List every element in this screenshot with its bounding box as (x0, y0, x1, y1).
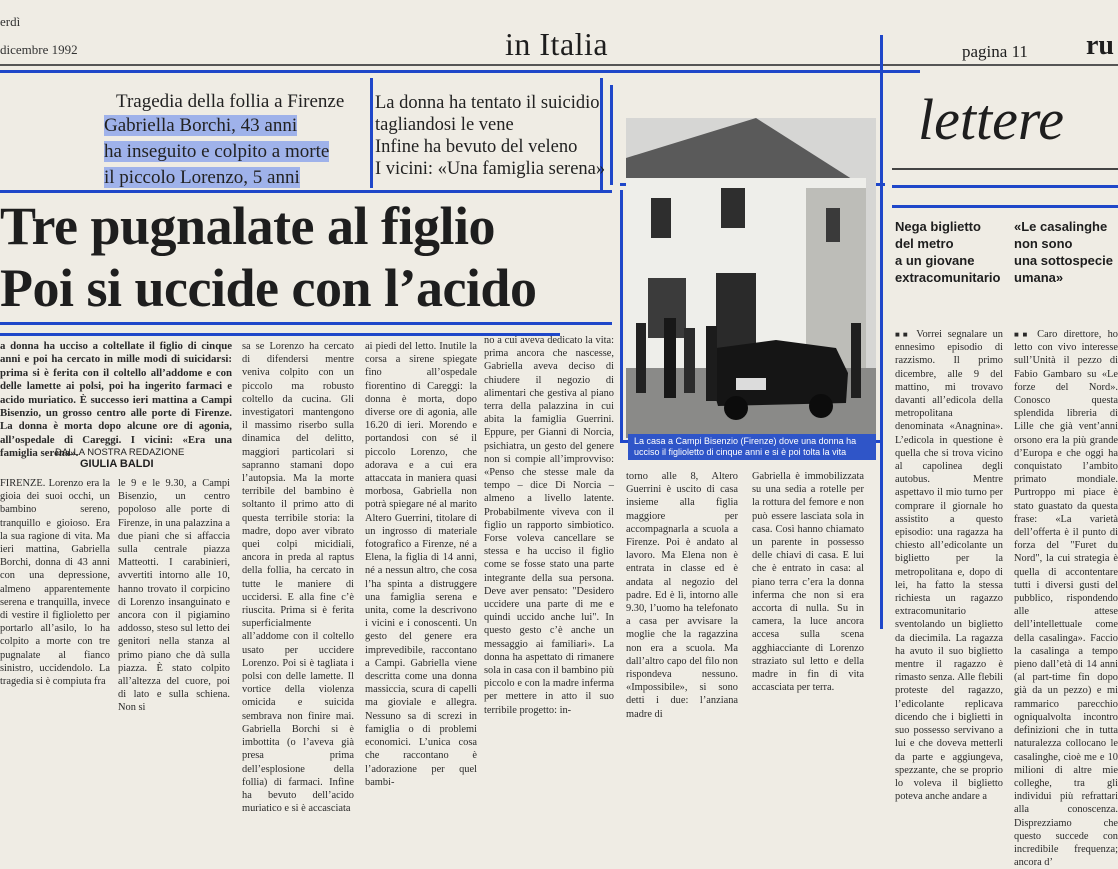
headline-line: Nega biglietto (895, 219, 981, 234)
annotation-line (0, 70, 920, 73)
headline-line: umana» (1014, 270, 1064, 285)
headline-line-2: Poi si uccide con l’acido (0, 258, 537, 318)
issue-date: dicembre 1992 (0, 42, 78, 57)
letter-headline-left (895, 218, 1000, 286)
annotation-line (892, 185, 1118, 188)
article-kicker: Tragedia della follia a Firenze (116, 91, 345, 112)
letters-rule (892, 168, 1118, 170)
headline-line: extracomunitario (895, 270, 1001, 285)
headline-line: del metro (895, 236, 954, 251)
section-title: in Italia (505, 26, 609, 62)
annotation-line (370, 78, 373, 188)
byline-name: GIULIA BALDI (80, 458, 154, 470)
letter-text: Vorrei segnalare un ennesimo episodio di razzismo. Il primo dicembre, alle 9 del mattino, mi trovavo davanti all’edicola della metropolitana denominata «Anagnina». L’edicola in questione è quella che si trova vicino al capolinea degli autobus. Mentre aspettavo il mio turno per comprare il giornale ho assistito a questo episodio: una ragazza ha chiesto all’edicolante un biglietto per la metropolitana e, dopo di lei, ha fatto la stessa richiesta un ragazzo extracomunitario sventolando un biglietto da diecimila. La ragazza ha avuto il suo biglietto mentre il ragazzo è rimasto senza. Alle flebili proteste del ragazzo, l’edicolante replicava dicendo che i biglietti in suo possesso servivano a lui e che doveva metterli da parte e aggiungeva, spezzante, che se proprio lo voleva il biglietto poteva anche andare a (895, 329, 1003, 803)
page-fragment: ru (1086, 30, 1114, 61)
article-summary (104, 114, 354, 189)
headline-line-1: Tre pugnalate al figlio (0, 196, 496, 256)
headline-line: una sottospecie (1014, 253, 1113, 268)
article-deck (375, 92, 605, 180)
summary-line: Gabriella Borchi, 43 anni (104, 115, 298, 136)
deck-line: Infine ha bevuto del veleno (375, 137, 578, 157)
letter-body-right (1014, 328, 1118, 869)
headline-line: a un giovane (895, 253, 975, 268)
annotation-line (0, 190, 612, 193)
header-rule (0, 64, 1118, 66)
deck-line: La donna ha tentato il suicidio (375, 93, 600, 113)
summary-line: il piccolo Lorenzo, 5 anni (104, 167, 300, 188)
article-column: torno alle 8, Altero Guerrini è uscito di casa insieme alla figlia maggiore per accompagnarla a scuola a Firenze. Poi è andato al lavoro. Ma Elena non è entrata in classe ed è andata al negozio del padre. Ed è lì, intorno alle 9.30, l’uomo ha telefonato a casa per avvisare la moglie che la ragazzina non era a scuola. Ma dall’altro capo del filo non rispondeva nessuno. «Impossibile», si sono detti i due: l’anziana madre di (626, 471, 738, 720)
article-column: le 9 e le 9.30, a Campi Bisenzio, un centro popoloso alle porte di Firenze, in una palazzina a due piani che si affaccia sulla centrale piazza Matteotti. I carabinieri, avvertiti intorno alle 10, hanno trovato il corpicino di Lorenzo insanguinato e ancora con il pigiamino addosso, steso sul letto dei genitori nella stanza al primo piano che dà sulla piazza. È stato colpito all’altezza del cuore, poi di lato e sulla schiena. Non si (118, 478, 230, 714)
house-illustration (626, 118, 876, 438)
letter-marker: ■■ (1014, 330, 1031, 339)
headline-line: «Le casalinghe (1014, 219, 1108, 234)
letter-body-left (895, 328, 1003, 803)
annotation-line (880, 35, 883, 629)
article-column: FIRENZE. Lorenzo era la gioia dei suoi occhi, un bambino sereno, tranquillo e gioioso. Era la sua ragione di vita. Ma ieri mattina, Gabriella Borchi, donna di 43 anni con una depressione, almeno apparentemente serena e tranquilla, invece di vestire il figlioletto per portarlo all’asilo, lo ha colpito a morte con tre pugnalate al fianco sinistro, uccidendolo. La tragedia si è compiuta fra (0, 478, 110, 688)
deck-line: I vicini: «Una famiglia serena» (375, 159, 606, 179)
letters-section-title: lettere (918, 87, 1064, 152)
article-lead: a donna ha ucciso a coltellate il figlio di cinque anni e poi ha cercato in mille modi di suicidarsi: prima si è ferita con il coltello all’addome e con delle lamette ai polsi, poi ha ingerito farmaci e acido muriatico. È successo ieri mattina a Campi Bisenzio, un grosso centro alle porte di Firenze. La donna è morta dopo alcune ore di agonia, all’ospedale di Careggi. I vicini: «Era una famiglia serena». (0, 340, 232, 460)
annotation-line (0, 333, 560, 336)
page-number: pagina 11 (962, 42, 1028, 61)
day-fragment: erdì (0, 14, 21, 29)
headline-line: non sono (1014, 236, 1073, 251)
letter-marker: ■■ (895, 330, 911, 339)
house-photo (626, 118, 876, 438)
letter-headline-right (1014, 218, 1113, 286)
photo-caption: La casa a Campi Bisenzio (Firenze) dove una donna ha ucciso il figlioletto di cinque anni e si è poi tolta la vita (628, 434, 876, 460)
deck-line: tagliandosi le vene (375, 115, 514, 135)
byline-label: DALLA NOSTRA REDAZIONE (55, 447, 185, 458)
article-column: ai piedi del letto. Inutile la corsa a sirene spiegate fino all’ospedale fiorentino di Careggi: la donna è morta, dopo diverse ore di agonia, alle 16.20 di ieri. Morendo e portandosi con sé il piccolo Lorenzo, che adorava e a cui era attaccata in maniera quasi morbosa, Gabriella non potrà spiegare né al marito Altero Guerrini, titolare di un ingrosso di materiale fotografico a Firenze, né a Elena, la figlia di 14 anni, né a nessun altro, che cosa l’ha spinta a distruggere una famiglia serena e unita, come la descrivono i vicini e i conoscenti. Un gesto del genere era imprevedibile, raccontano a Campi. Gabriella viene descritta come una donna massiccia, scura di capelli ma gioviale e allegra. Nessuno sa di screzi in famiglia o di problemi economici. L’unica cosa che raccontano è l’adorazione per quel bambi- (365, 341, 477, 788)
annotation-line (0, 322, 612, 325)
letter-text: Caro direttore, ho letto con vivo interesse sull’Unità il pezzo di Fabio Gambaro su «Le forze del Nord». Conosco questa splendida libreria di Lille che già vent’anni orsono era la più grande d’Europa e che oggi ha conquistato l’ambito primato mondiale. Purtroppo mi piace è stato guastato da questa frase: «La varietà dell’offerta è il punto di forza del "Furet du Nord", la cui strategia è quella di accontentare tutti i diversi gusti del pubblico, rispondendo alle attese dell’intellettuale come della casalinga». Faccio la casalinga a tempo pieno dall’età di 14 anni (al part-time fin dopo già da un pezzo) e mi rammarico parecchio ogniqualvolta incontro definizioni che in tutta naturalezza collocano le casalinghe, cioè me e 10 milioni di altre mie colleghe, tra gli individui più refrattari alla conoscenza. Disprezziamo che questo succede con incredibile frequenza; ancora d’ (1014, 329, 1118, 869)
article-column: sa se Lorenzo ha cercato di difendersi mentre veniva colpito con un piccolo ma robusto coltello da cucina. Gli investigatori mantengono il massimo riserbo sulla dinamica del delitto, maggiori particolari si sapranno stamani dopo l’autopsia. Ma la morte terribile del bambino è soltanto il primo atto di questa terribile storia: la madre, dopo aver vibrato quei colpi micidiali, ancora in preda al raptus della follia, ha cercato in tutte le maniere di uccidersi. E alla fine c’è riuscita. Prima si è ferita superficialmente all’addome con il coltello usato per uccidere Lorenzo. Poi si è tagliata i polsi con delle lamette. Il vortice della violenza omicida e suicida sembrava non finire mai. Gabriella Borchi si è imbottita (o l’aveva già presa prima dell’esplosione della follia) di farmaci. Infine ha bevuto dell’acido muriatico e si è accasciata (242, 341, 354, 815)
annotation-line (620, 190, 623, 440)
annotation-line (610, 85, 613, 185)
article-column: Gabriella è immobilizzata su una sedia a rotelle per la rottura del femore e non può essere lasciata sola in casa. Così hanno chiamato un parente in possesso delle chiavi di casa. E lui che è entrato in casa: al piano terra c’era la donna inferma che non si era accorta di nulla. Su in camera, la luce ancora accesa sulla scena agghiacciante di Lorenzo straziato sul letto e della madre in fin di vita accasciata per terra. (752, 471, 864, 694)
summary-line: ha inseguito e colpito a morte (104, 141, 330, 162)
annotation-line (892, 205, 1118, 208)
article-column: no a cui aveva dedicato la vita: prima ancora che nascesse, Gabriella aveva deciso di chiudere il negozio di alimentari che gestiva al piano terra della palazzina in cui abita la famiglia Guerrini. Eppure, per Gianni di Norcia, psichiatra, un gesto del genere non si compie all’improvviso: «Penso che stesse male da tempo – dice Di Norcia – almeno a livello latente. Probabilmente viveva con il figlio un rapporto simbiotico. Forse voleva cancellare se stessa e ha ucciso il figlio come se fosse stato una parte integrante della sua persona. Deve aver pensato: "Desidero uccidere una parte di me e quindi uccido anche lui". In questo gesto c’è anche un messaggio ai familiari». La donna ha aspettato di rimanere sola in casa con il bambino più piccolo e con la madre inferma per mettere in atto il suo terribile progetto: in- (484, 335, 614, 716)
